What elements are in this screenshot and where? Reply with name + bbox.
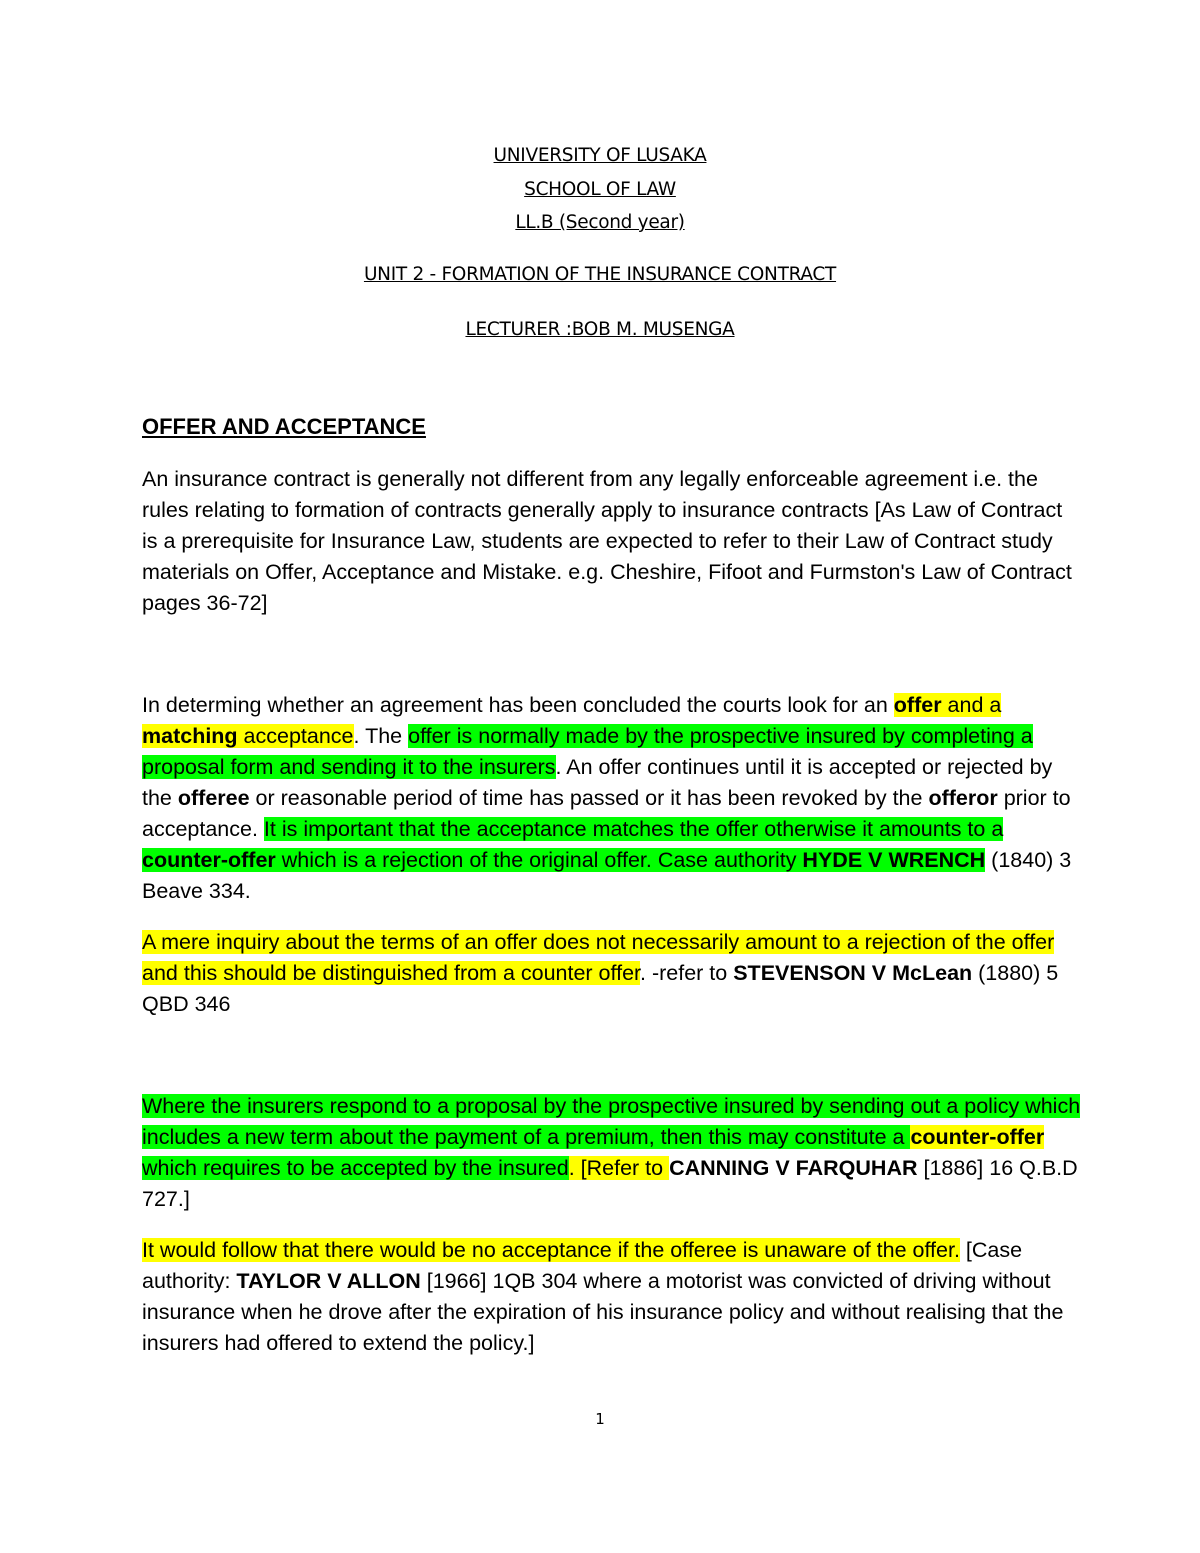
offer-text: . An offer continues until it is accepted or rejected by the (142, 755, 1053, 810)
case-name: STEVENSON V McLean (733, 961, 973, 985)
unaware-text: [Case authority: (142, 1238, 1023, 1293)
section-heading: OFFER AND ACCEPTANCE (142, 414, 426, 439)
unaware-paragraph (142, 1235, 1082, 1359)
unit-title: UNIT 2 - FORMATION OF THE INSURANCE CONTRACT (363, 264, 837, 285)
intro-text: An insurance contract is generally not different from any legally enforceable agreement i.e. the rules relating to formation of contracts generally apply to insurance contracts [As Law of Contract is a prerequisite for Insurance Law, students are expected to refer to their Law of Contract study materials on Offer, Acceptance and Mistake. e.g. Cheshire, Fifoot and Furmston's Law of Contract pages 36-72] (142, 467, 1072, 615)
case-name: HYDE V WRENCH (802, 848, 986, 872)
offer-text: prior to acceptance. (142, 786, 1071, 841)
case-citation: (1880) 5 QBD 346 (142, 961, 1059, 1016)
offer-text: and a (941, 693, 1002, 717)
counter-offer-text: which requires to be accepted by the insured (142, 1156, 569, 1180)
case-citation: [1886] 16 Q.B.D 727.] (142, 1156, 1078, 1211)
offer-term: offer (893, 693, 942, 717)
inquiry-paragraph (142, 927, 1082, 1020)
case-name: CANNING V FARQUHAR (669, 1156, 918, 1180)
inquiry-text: A mere inquiry about the terms of an offer does not necessarily amount to a rejection of the offer and this should be distinguished from a counter offer (142, 930, 1055, 985)
case-name: TAYLOR V ALLON (236, 1269, 421, 1293)
intro-paragraph (142, 464, 1082, 619)
offer-paragraph (142, 690, 1082, 907)
programme-title: LL.B (Second year) (515, 212, 685, 233)
school-title: SCHOOL OF LAW (524, 179, 676, 200)
university-title: UNIVERSITY OF LUSAKA (493, 145, 707, 166)
offeree-term: offeree (177, 786, 250, 810)
offer-text: It is important that the acceptance matches the offer otherwise it amounts to a (263, 817, 1004, 841)
unaware-text: It would follow that there would be no acceptance if the offeree is unaware of the offer. (142, 1238, 960, 1262)
offer-text: In determing whether an agreement has been concluded the courts look for an (142, 693, 894, 717)
counter-offer-term: counter-offer (142, 848, 276, 872)
case-citation: [1966] 1QB 304 where a motorist was convicted of driving without insurance when he drove after the expiration of his insurance policy and without realising that the insurers had offered to extend the policy.] (142, 1269, 1064, 1355)
offer-text: acceptance (237, 724, 354, 748)
matching-term: matching (142, 724, 238, 748)
counter-offer-paragraph (142, 1091, 1082, 1215)
counter-offer-term: counter-offer (910, 1125, 1045, 1149)
case-citation: (1840) 3 Beave 334. (142, 848, 1072, 903)
offer-text: which is a rejection of the original offer. Case authority (275, 848, 803, 872)
counter-offer-text: . [Refer to (568, 1156, 670, 1180)
offer-text: or reasonable period of time has passed or it has been revoked by the (249, 786, 929, 810)
offer-text: . The (353, 724, 409, 748)
offer-text: offer is normally made by the prospective insured by completing a proposal form and sending it to the insurers (142, 724, 1033, 779)
lecturer-title: LECTURER :BOB M. MUSENGA (465, 319, 735, 340)
page-number: 1 (595, 1410, 605, 1428)
counter-offer-text: Where the insurers respond to a proposal by the prospective insured by sending out a policy which includes a new term about the payment of a premium, then this may constitute a (142, 1094, 1081, 1149)
inquiry-text: . -refer to (640, 961, 734, 985)
offeror-term: offeror (928, 786, 998, 810)
